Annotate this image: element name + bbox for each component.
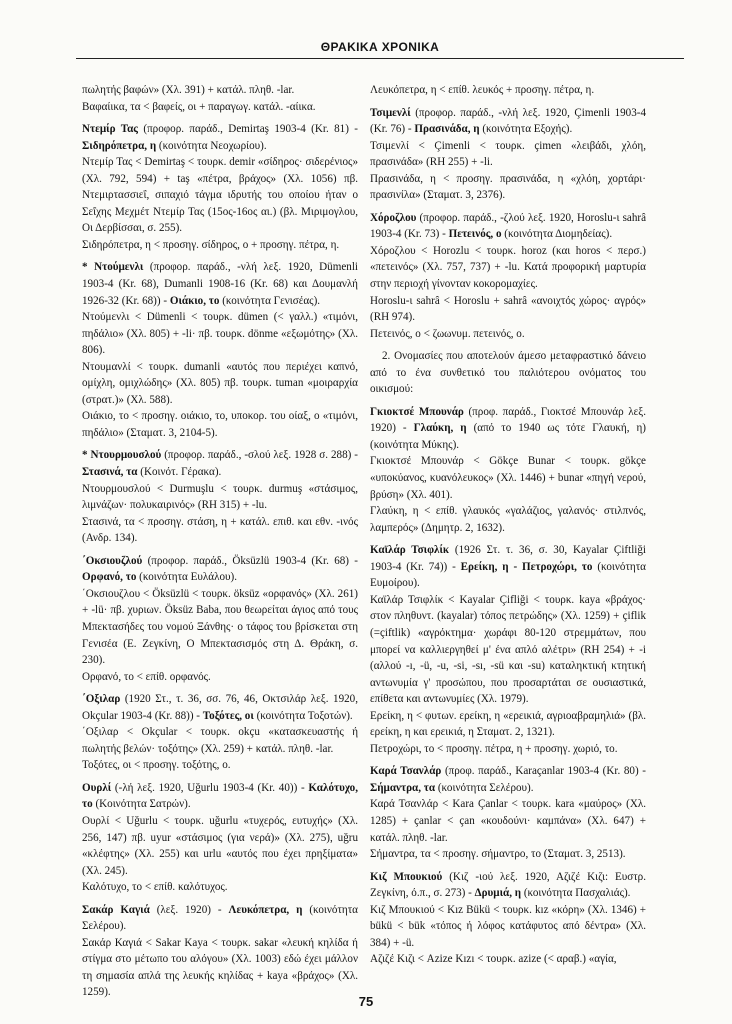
etymology-line: ΄Οκσιουζλου < Öksüzlü < τουρκ. öksüz «ορφανός» (Χλ. 261) + -lü· πβ. χυριων. Öksüz Baba, που θεωρείται άγιος από τους Μπεκτασήδες του νομού Ξάνθης· ο τάφος του βρίσκεται στη Γενισέα (Ε. Ζεγκίνη, Ο Μπεκτασισμός στη Δ. Θράκη, σ. 230). (82, 587, 358, 667)
etymology-line: Ντεμίρ Τας < Demirtaş < τουρκ. demir «σίδηρος· σιδερένιος» (Χλ. 792, 594) + taş «πέτρα, βράχος» (Χλ. 1056) πβ. Ντεμιρτασσιεΐ, σιπαχιό τάγμα ιδρυτής του οποίου ήταν ο Σεΐχης Μεχμέτ Ντεμίρ Τας (15ος-16ος αι.) (βλ. Μιριμογλου, Οι Δερβίσσαι, σ. 255). (82, 156, 358, 235)
etymology-line: Ορφανό, το < επίθ. ορφανός. (82, 670, 211, 683)
lexicon-entry (370, 210, 646, 243)
entry-locality: (κοινότητα Ευλάλου). (136, 571, 237, 584)
entry-source: (-λή λεξ. 1920, Uğurlu 1903-4 (Kr. 40)) - (111, 781, 309, 794)
entry-source: (προφορ. παράδ., -σλού λεξ. 1928 σ. 288) - (161, 449, 358, 462)
entry-new-name: Οιάκιο, το (169, 294, 220, 307)
entry-new-name: Λευκόπετρα, η (228, 903, 303, 916)
lexicon-entry (82, 902, 358, 935)
etymology-line: Στασινά, τα < προσηγ. στάση, η + κατάλ. επιθ. και εθν. -ινός (Ανδρ. 134). (82, 515, 358, 545)
lexicon-entry (82, 259, 358, 309)
entry-headword: Ουρλί (82, 781, 112, 794)
etymology-line: Χόροζλου < Horozlu < τουρκ. horoz (και horos < περσ.) «πετεινός» (Χλ. 757, 737) + -lu. Κατά προφορική μαρτυρία στην περιοχή γίνονταν κοκορομαχίες. (370, 244, 646, 291)
etymology-line: Γκιοκτσέ Μπουνάρ < Gökçe Bunar < τουρκ. gökçe «υποκύανος, κυανόλευκος» (Χλ. 1446) + bunar «πηγή νερού, βρύση» (Χλ. 401). (370, 455, 646, 501)
entry-source: (λεξ. 1920) - (149, 903, 229, 916)
entry-new-name: Δρυμιά, η (474, 887, 522, 900)
etymology-line: Πετεινός, ο < ζωωνυμ. πετεινός, ο. (370, 327, 525, 340)
entry-new-name: Πρασινάδα, η (414, 123, 480, 136)
etymology-line: Καρά Τσανλάρ < Kara Çanlar < τουρκ. kara «μαύρος» (Χλ. 1285) + çanlar < çan «κουδούνι· καμπάνα» (Χλ. 647) + κατάλ. πληθ. -lar. (370, 798, 646, 844)
entry-source: (προφορ. παράδ., Demirtaş 1903-4 (Kr. 81) - (137, 123, 358, 136)
running-header: ΘΡΑΚΙΚΑ ΧΡΟΝΙΚΑ (320, 40, 440, 54)
entry-locality: (κοινότητα Σελέρου). (435, 781, 534, 794)
lexicon-entry (370, 542, 646, 592)
entry-new-name: Σήμαντρα, τα (370, 781, 436, 794)
etymology-line: Ντούμενλι < Dümenli < τουρκ. dümen (< γαλλ.) «τιμόνι, πηδάλιο» (Χλ. 805) + -li· πβ. τουρκ. dönme «εξωμότης» (Χλ. 806). (82, 311, 358, 357)
entry-new-name: Σιδηρόπετρα, η (82, 139, 157, 152)
etymology-line: Γλαύκη, η < επίθ. γλαυκός «γαλάζιος, γαλανός· στιλπνός, λαμπερός» (Δημητρ. 2, 1632). (370, 505, 646, 534)
entry-source: (1920 Στ., τ. 36, σσ. 76, 46, Οκτσιλάρ λεξ. 1920, Okçular 1903-4 (Kr. 88)) - (82, 693, 358, 722)
header-rule (76, 58, 684, 59)
lexicon-entry (82, 553, 358, 586)
entry-locality: (κοινότητα Σελέρου). (82, 903, 358, 933)
entry-source: (προφορ. παράδ., Öksüzlü 1903-4 (Kr. 68) - (142, 554, 358, 567)
etymology-line: Πρασινάδα, η < προσηγ. πρασινάδα, η «χλόη, χορτάρι· πρασινίλα» (Σταματ. 3, 2376). (370, 172, 646, 202)
entry-locality: (κοινότητα Ευμοίρου). (370, 560, 646, 590)
entry-headword: * Ντουρμουσλού (82, 449, 162, 462)
entry-headword: ΄Οξιλαρ (82, 693, 121, 706)
entry-new-name: Γλαύκη, η (413, 422, 467, 435)
entry-locality: (κοινότητα Διομηδείας). (501, 228, 613, 241)
lexicon-entry (82, 691, 358, 724)
entry-new-name: Τοξότες, οι (202, 709, 254, 722)
entry-source: (1926 Στ. τ. 36, σ. 30, Kayalar Çiftliği 1903-4 (Kr. 74)) - (370, 544, 646, 573)
lexicon-entry (370, 105, 646, 138)
entry-headword: Καρά Τσανλάρ (370, 765, 442, 778)
entry-new-name: Ορφανό, το (82, 571, 137, 584)
lexicon-entry (370, 763, 646, 796)
entry-locality: (κοινότητα Εξοχής). (479, 123, 573, 136)
section-paragraph: 2. Ονομασίες που αποτελούν άμεσο μεταφραστικό δάνειο από το ένα συνθετικό του παλιότερου ονόματος του οικισμού: (370, 350, 646, 396)
entry-locality: (Κοινότ. Γέρακα). (137, 466, 222, 479)
entry-locality: (κοινότητα Γενισέας). (219, 294, 321, 307)
entry-source: (προφ. παράδ., Γιοκτσέ Μπουνάρ λεξ. 1920) - (370, 405, 647, 435)
etymology-line: Αζιζέ Κιζι < Azize Kızı < τουρκ. azize (< αραβ.) «αγία, (370, 953, 617, 966)
entry-new-name: Πετεινός, ο (448, 228, 502, 241)
etymology-line: Ερείκη, η < φυτων. ερείκη, η «ερεικιά, αγριοαβραμηλιά» (βλ. ερείκη, η και ερεικιά, η Σταματ. 2, 1321). (370, 709, 646, 739)
entry-source: (Κιζ -ιού λεξ. 1920, Αζιζέ Κιζι: Ευστρ. Ζεγκίνη, ό.π., σ. 273) - (370, 870, 646, 900)
entry-source: (προφ. παράδ., Karaçanlar 1903-4 (Kr. 80) - (441, 765, 646, 778)
etymology-line: Τσιμενλί < Çimenli < τουρκ. çimen «λειβάδι, χλόη, πρασινάδα» (RH 255) + -li. (370, 139, 646, 169)
lexicon-entry (82, 121, 358, 154)
etymology-line: Σιδηρόπετρα, η < προσηγ. σίδηρος, ο + προσηγ. πέτρα, η. (82, 238, 340, 251)
etymology-line: πωλητής βαφών» (Χλ. 391) + κατάλ. πληθ. -lar. (82, 84, 295, 96)
lexicon-entry (82, 780, 358, 813)
etymology-line: Ντουρμουσλού < Durmuşlu < τουρκ. durmuş «στάσιμος, λιμνάζων· πολυκαιρινός» (RH 315) + -lu. (82, 482, 358, 512)
etymology-line: Καϊλάρ Τσιφλίκ < Kayalar Çifliği < τουρκ. kaya «βράχος· στον πληθυντ. (kayalar) τόπος πετρώδης» (Χλ. 1259) + çiflik (=çiftlik) «αγρόκτημα· χωράφι 80-120 στρεμμάτων, που μπορεί να καλλιεργηθεί μ' ένα απλό αλέτρι» (RH 254) + -i (αλλού -ı, -ü, -u, -si, -sı, -sü και -su) καταληκτική κτητική αντωνυμία γ' προσώπου, που προσαρτάται σε ουσιαστικά, επίθετα και αντωνυμίες (Χλ. 1979). (370, 593, 646, 706)
lexicon-entry (370, 869, 646, 902)
etymology-line: Λευκόπετρα, η < επίθ. λευκός + προσηγ. πέτρα, η. (370, 84, 595, 96)
etymology-line: Σακάρ Καγιά < Sakar Kaya < τουρκ. sakar «λευκή κηλίδα ή στίγμα στο μέτωπο του αλόγου» (Χλ. 1003) εδώ έχει μάλλον τη σημασία απλά της λευκής κηλίδας + kaya «βράχος» (Χλ. 1259). (82, 936, 358, 999)
etymology-line: ΄Οξιλαρ < Okçular < τουρκ. okçu «κατασκευαστής ή πωλητής βελών· τοξότης» (Χλ. 259) + κατάλ. πληθ. -lar. (82, 726, 358, 755)
etymology-line: Βαφαίικα, τα < βαφείς, οι + παραγωγ. κατάλ. -αίικα. (82, 100, 316, 113)
entry-headword: * Ντούμενλι (82, 261, 144, 274)
lexicon-entry (82, 447, 358, 480)
etymology-line: Καλότυχο, το < επίθ. καλότυχος. (82, 881, 228, 894)
etymology-line: Πετροχώρι, το < προσηγ. πέτρα, η + προσηγ. χωριό, το. (370, 742, 618, 755)
entry-locality: (κοινότητα Πασχαλιάς). (521, 887, 631, 900)
entry-new-name: Ερείκη, η - Πετροχώρι, το (460, 560, 593, 573)
etymology-line: Ουρλί < Uğurlu < τουρκ. uğurlu «τυχερός, ευτυχής» (Χλ. 256, 147) πβ. uyur «στάσιμος (για νερά)» (Χλ. 275), uğru «κλέφτης» (Χλ. 255) και urlu «αυτός που έχει πρηξίματα» (Χλ. 245). (82, 814, 358, 877)
entry-locality: (από το 1940 ως τότε Γλαυκή, η) (κοινότητα Μύκης). (370, 422, 647, 451)
entry-source: (προφορ. παράδ., -ζλού λεξ. 1920, Horoslu-ι sahrâ 1903-4 (Kr. 73) - (370, 211, 646, 241)
etymology-line: Κιζ Μπουκιού < Kız Bükü < τουρκ. kız «κόρη» (Χλ. 1346) + bükü < bük «τόπος ή λόφος κατάφυτος από δέντρα» (Χλ. 384) + -ü. (370, 903, 646, 949)
right-column (370, 82, 646, 982)
entry-headword: Καϊλάρ Τσιφλίκ (370, 544, 450, 557)
entry-locality: (κοινότητα Τοξοτών). (253, 709, 353, 722)
entry-new-name: Στασινά, τα (82, 466, 138, 479)
etymology-line: Τοξότες, οι < προσηγ. τοξότης, ο. (82, 759, 231, 772)
entry-locality: (Κοινότητα Σατρών). (92, 798, 191, 811)
page-number: 75 (358, 994, 374, 1009)
etymology-line: Οιάκιο, το < προσηγ. οιάκιο, το, υποκορ. του οίαξ, ο «τιμόνι, πηδάλιο» (Σταματ. 3, 2104-5). (82, 410, 358, 439)
left-column (82, 82, 358, 999)
entry-headword: ΄Οκσιουζλού (82, 554, 143, 567)
entry-headword: Γκιοκτσέ Μπουνάρ (370, 405, 464, 418)
etymology-line: Σήμαντρα, τα < προσηγ. σήμαντρο, το (Σταματ. 3, 2513). (370, 848, 626, 861)
entry-source: (προφορ. παράδ., -νλή λεξ. 1920, Çimenli 1903-4 (Kr. 76) - (370, 106, 646, 136)
entry-headword: Κιζ Μπουκιού (370, 870, 443, 883)
entry-locality: (κοινότητα Νεοχωρίου). (156, 139, 267, 152)
etymology-line: Horoslu-ι sahrâ < Horoslu + sahrâ «ανοιχτός χώρος· αγρός» (RH 974). (370, 294, 646, 324)
entry-new-name: Καλότυχο, το (82, 781, 358, 811)
entry-headword: Χόροζλου (370, 211, 417, 224)
entry-source: (προφορ. παράδ., -νλή λεξ. 1920, Dümenli 1903-4 (Kr. 68), Dumanli 1908-16 (Kr. 68) και Δουμανλή 1926-32 (Kr. 68)) - (82, 261, 358, 307)
etymology-line: Ντουμανλί < τουρκ. dumanli «αυτός που περιέχει καπνό, ομίχλη, ομιχλώδης» (Χλ. 805) πβ. τουρκ. tuman «μοιραρχία (στρατ.)» (Χλ. 588). (82, 360, 358, 406)
entry-headword: Σακάρ Καγιά (82, 903, 150, 916)
lexicon-entry (370, 404, 646, 454)
entry-headword: Ντεμίρ Τας (82, 123, 138, 136)
entry-headword: Τσιμενλί (370, 106, 411, 119)
